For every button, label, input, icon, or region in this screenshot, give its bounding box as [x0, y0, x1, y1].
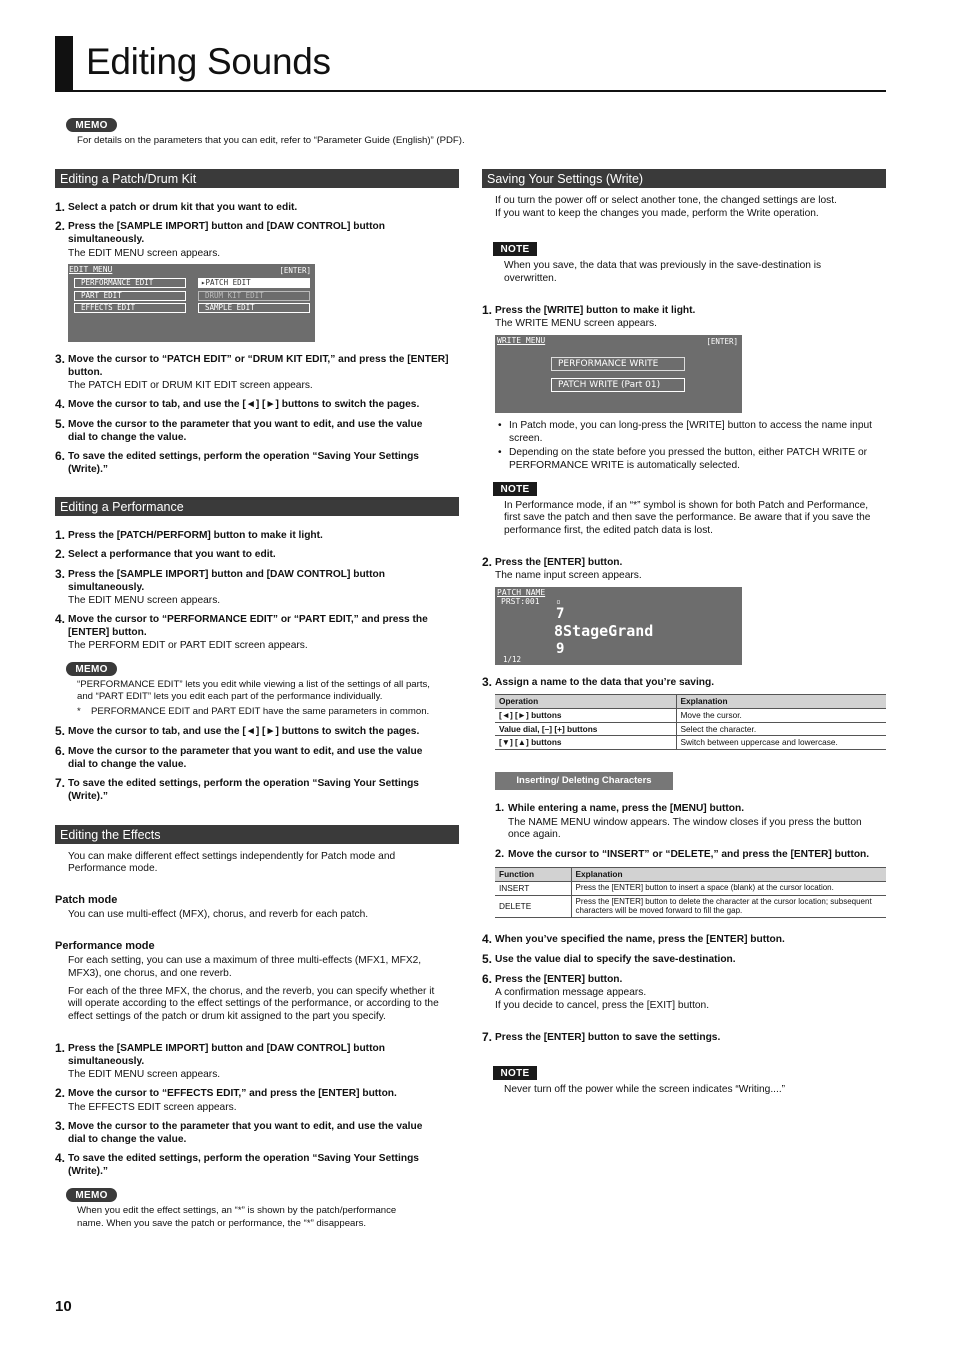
note-text: In Performance mode, if an “*” symbol is shown for both Patch and Performance,	[504, 500, 869, 511]
note-text: When you save, the data that was previously in the save-destination is	[504, 260, 822, 271]
performance-mode-heading: Performance mode	[55, 940, 155, 952]
table-header-row	[495, 695, 886, 709]
table-cell: Select the character.	[676, 722, 886, 736]
memo-text: For details on the parameters that you can edit, refer to “Parameter Guide (English)” (PDF).	[77, 135, 465, 146]
note-text: overwritten.	[504, 273, 557, 284]
lcd-title: PATCH NAME	[497, 588, 546, 597]
memo-text: “PERFORMANCE EDIT” lets you edit while viewing a list of the settings of all parts,	[77, 679, 430, 690]
patch-mode-heading: Patch mode	[55, 894, 118, 906]
lcd-item-performance-write: PERFORMANCE WRITE	[551, 357, 685, 371]
table-header-cell: Explanation	[571, 868, 886, 882]
section-heading-performance: Editing a Performance	[55, 497, 459, 516]
memo-text: When you edit the effect settings, an “*” is shown by the patch/performance	[77, 1205, 397, 1216]
lcd-enter-label: [ENTER]	[706, 337, 738, 346]
lcd-item-patch-edit: ▸PATCH EDIT	[198, 278, 310, 288]
page-title: Editing Sounds	[86, 41, 331, 82]
title-accent-bar	[55, 36, 73, 91]
performance-mode-text: MFX3), one chorus, and one reverb.	[68, 968, 232, 979]
lcd-item-drum-kit-edit: DRUM KIT EDIT	[198, 291, 310, 301]
lcd-patch-name: 8StageGrand	[554, 622, 654, 640]
lcd-cursor-mark: ▫	[556, 597, 561, 606]
bullet-item: • In Patch mode, you can long-press the [WRITE] button to access the name input	[509, 419, 872, 432]
lcd-preset-number: PRST:001	[501, 597, 540, 606]
bullet-item-cont: screen.	[509, 433, 543, 444]
memo-badge: MEMO	[66, 1188, 117, 1202]
memo-asterisk: *	[77, 706, 81, 717]
effects-intro: You can make different effect settings independently for Patch mode and	[68, 851, 396, 862]
performance-mode-text: For each setting, you can use a maximum of three multi-effects (MFX1, MFX2,	[68, 955, 422, 966]
table-row	[495, 722, 886, 736]
performance-mode-text: For each of the three MFX, the chorus, and the reverb, you can specify whether it	[68, 986, 435, 997]
note-badge: NOTE	[493, 242, 537, 256]
write-intro: If ou turn the power off or select another tone, the changed settings are lost.	[495, 195, 837, 206]
note-text: first save the patch and then save the performance. Be aware that if you save the	[504, 512, 871, 523]
section-heading-patch: Editing a Patch/Drum Kit	[55, 169, 459, 188]
lcd-item-effects-edit: EFFECTS EDIT	[74, 303, 186, 313]
lcd-title: EDIT MENU	[69, 265, 113, 274]
table-row	[495, 708, 886, 722]
table-cell: Press the [ENTER] button to delete the character at the cursor location; subsequent characters will be moved forward to fill the gap.	[571, 895, 886, 917]
title-rule	[55, 90, 886, 92]
lcd-item-sample-edit: SAMPLE EDIT	[198, 303, 310, 313]
table-cell: Switch between uppercase and lowercase.	[676, 736, 886, 750]
note-text: performance first, the edited patch data is lost.	[504, 525, 713, 536]
table-row	[495, 881, 886, 895]
table-header-cell: Function	[495, 868, 571, 882]
lcd-page-indicator: 1/12	[503, 655, 522, 664]
effects-intro: Performance mode.	[68, 863, 158, 874]
lcd-item-performance-edit: PERFORMANCE EDIT	[74, 278, 186, 288]
lcd-enter-label: [ENTER]	[279, 266, 311, 275]
bullet-item-cont: PERFORMANCE WRITE is automatically selected.	[509, 460, 740, 471]
patch-name-screen	[495, 587, 742, 665]
table-cell: Press the [ENTER] button to insert a space (blank) at the cursor location.	[571, 881, 886, 895]
performance-mode-text: effect settings of the patch or drum kit assigned to the part you specify.	[68, 1011, 386, 1022]
performance-mode-text: will operate according to the effect settings of the performance, or according to the	[68, 998, 439, 1009]
memo-badge: MEMO	[66, 118, 117, 132]
memo-text: PERFORMANCE EDIT and PART EDIT have the same parameters in common.	[91, 706, 430, 717]
table-cell: [◄] [►] buttons	[495, 708, 676, 722]
lcd-item-patch-write: PATCH WRITE (Part 01)	[551, 378, 685, 392]
lcd-item-part-edit: PART EDIT	[74, 291, 186, 301]
edit-menu-screen	[68, 264, 315, 342]
table-header-cell: Operation	[495, 695, 676, 709]
table-cell: INSERT	[495, 881, 571, 895]
table-cell: Value dial, [–] [+] buttons	[495, 722, 676, 736]
lcd-char-below: 9	[556, 641, 565, 657]
memo-text: and “PART EDIT” lets you edit each part of the performance individually.	[77, 691, 383, 702]
function-table	[495, 867, 886, 918]
table-row	[495, 736, 886, 750]
table-header-cell: Explanation	[676, 695, 886, 709]
section-heading-effects: Editing the Effects	[55, 825, 459, 844]
table-row	[495, 895, 886, 917]
table-cell: [▼] [▲] buttons	[495, 736, 676, 750]
lcd-char-above: 7	[556, 606, 565, 622]
note-badge: NOTE	[493, 482, 537, 496]
table-header-row	[495, 868, 886, 882]
page-number: 10	[55, 1298, 72, 1315]
write-menu-screen	[495, 335, 742, 413]
memo-text: name. When you save the patch or performance, the “*” disappears.	[77, 1218, 367, 1229]
lcd-title: WRITE MENU	[497, 336, 546, 345]
bullet-item: • Depending on the state before you pressed the button, either PATCH WRITE or	[509, 446, 867, 459]
memo-badge: MEMO	[66, 662, 117, 676]
note-text: Never turn off the power while the screen indicates “Writing....”	[504, 1084, 786, 1095]
table-cell: Move the cursor.	[676, 708, 886, 722]
section-heading-write: Saving Your Settings (Write)	[482, 169, 886, 188]
table-cell: DELETE	[495, 895, 571, 917]
patch-mode-text: You can use multi-effect (MFX), chorus, and reverb for each patch.	[68, 909, 369, 920]
operation-table	[495, 694, 886, 750]
write-intro: If you want to keep the changes you made, perform the Write operation.	[495, 208, 819, 219]
subsection-heading-insert-delete: Inserting/ Deleting Characters	[495, 772, 673, 790]
note-badge: NOTE	[493, 1066, 537, 1080]
